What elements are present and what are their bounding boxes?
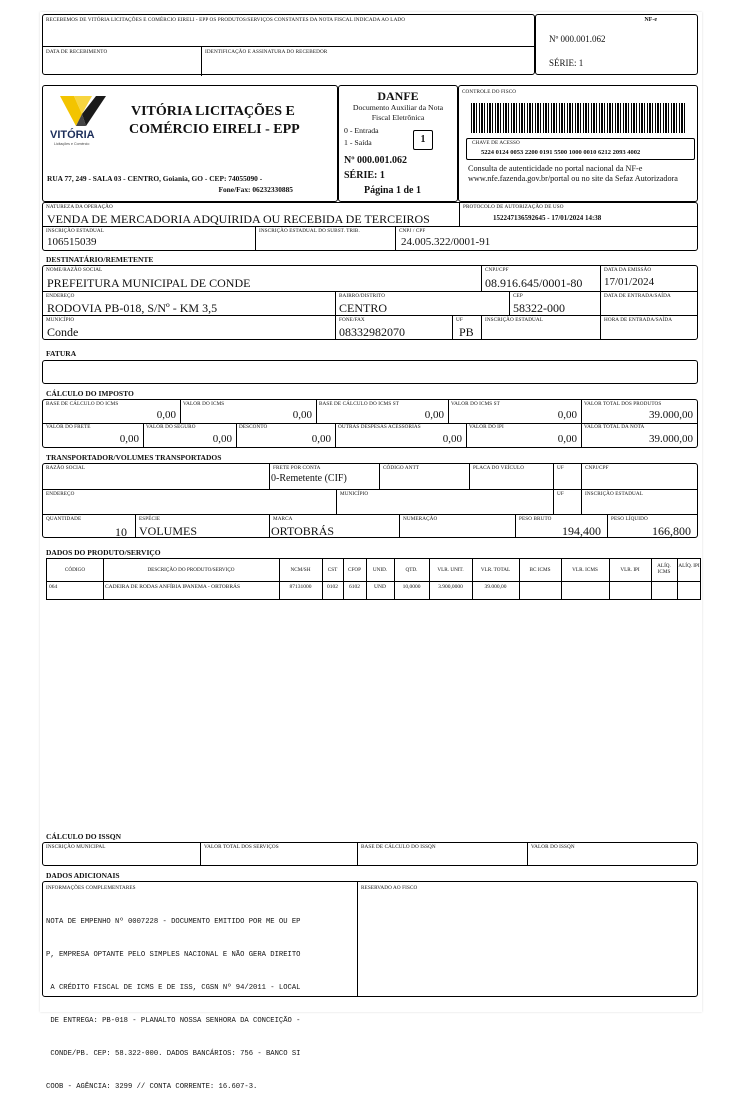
recipient-cnpj-label: CNPJ/CPF <box>485 267 509 273</box>
other-expenses-value: 0,00 <box>442 433 462 445</box>
icms-st-value: 0,00 <box>557 409 577 421</box>
invoice-total-label: VALOR TOTAL DA NOTA <box>584 424 645 430</box>
quantity-value: 10 <box>115 525 127 539</box>
emitter-box <box>42 85 338 202</box>
info-line: NOTA DE EMPENHO Nº 0007228 - DOCUMENTO EMITIDO POR ME OU EP <box>46 918 301 926</box>
tax-box <box>42 399 698 448</box>
logo-mark-icon <box>48 92 108 130</box>
issqn-base-label: BASE DE CÁLCULO DO ISSQN <box>361 844 436 850</box>
services-total-label: VALOR TOTAL DOS SERVIÇOS <box>204 844 279 850</box>
danfe-page: Página 1 de 1 <box>364 185 421 196</box>
additional-section: DADOS ADICIONAIS <box>46 871 120 880</box>
col-icms-value: VLR. ICMS <box>572 567 598 573</box>
net-weight-label: PESO LÍQUIDO <box>611 516 648 522</box>
col-ipi-rate: ALÍQ. IPI <box>678 563 700 569</box>
col-total-value: VLR. TOTAL <box>480 567 511 573</box>
icms-value-label: VALOR DO ICMS <box>183 401 225 407</box>
consult-text: Consulta de autenticidade no portal nacional da NF-e www.nfe.fazenda.gov.br/portal ou no site da Sefaz Autorizadora <box>468 164 678 183</box>
cell-description: CADEIRA DE RODAS ANFÍBIA IPANEMA - ORTOBRÁS <box>105 584 241 590</box>
col-unit: UNID. <box>372 567 388 573</box>
recipient-cep: 58322-000 <box>513 301 565 315</box>
complementary-info-label: INFORMAÇÕES COMPLEMENTARES <box>46 885 136 891</box>
discount-label: DESCONTO <box>239 424 268 430</box>
access-key: 5224 0124 0053 2200 0191 5500 1000 0010 6212 2093 4002 <box>481 149 641 156</box>
recipient-ie-label: INSCRIÇÃO ESTADUAL <box>485 317 544 323</box>
access-key-box <box>466 138 695 160</box>
products-total-label: VALOR TOTAL DOS PRODUTOS <box>584 401 662 407</box>
plate-label: PLACA DO VEÍCULO <box>473 465 525 471</box>
transport-box <box>42 463 698 538</box>
control-label: CONTROLE DO FISCO <box>462 89 517 95</box>
recipient-address: RODOVIA PB-018, S/Nº - KM 3,5 <box>47 301 218 315</box>
carrier-city-label: MUNICÍPIO <box>340 491 369 497</box>
logo-text: VITÓRIA <box>50 129 95 141</box>
signature-label: IDENTIFICAÇÃO E ASSINATURA DO RECEBEDOR <box>205 49 328 55</box>
canhoto-number: Nº 000.001.062 <box>549 34 606 44</box>
danfe-box <box>338 85 458 202</box>
gross-weight-label: PESO BRUTO <box>519 516 552 522</box>
fatura-section: FATURA <box>46 349 77 358</box>
issqn-value-label: VALOR DO ISSQN <box>531 844 575 850</box>
inout-time-label: HORA DE ENTRADA/SAÍDA <box>604 317 673 323</box>
district-label: BAIRRO/DISTRITO <box>339 293 386 299</box>
address-label: ENDEREÇO <box>46 293 75 299</box>
icms-value: 0,00 <box>292 409 312 421</box>
col-code: CÓDIGO <box>64 567 86 573</box>
cell-unit-value: 3.900,0000 <box>438 584 463 590</box>
protocol-label: PROTOCOLO DE AUTORIZAÇÃO DE USO <box>463 204 564 210</box>
logo <box>48 92 108 150</box>
danfe-number: Nº 000.001.062 <box>344 155 408 166</box>
recipient-district: CENTRO <box>339 301 387 315</box>
danfe-subtitle-2: Fiscal Eletrônica <box>371 113 425 122</box>
icms-st-base-value: 0,00 <box>424 409 444 421</box>
net-weight-value: 166,800 <box>652 524 691 538</box>
carrier-uf-label: UF <box>557 465 564 471</box>
gross-weight-value: 194,400 <box>562 524 601 538</box>
col-ncm: NCM/SH <box>290 567 311 573</box>
fisco-box <box>458 85 698 202</box>
canhoto-series: SÉRIE: 1 <box>549 58 584 68</box>
antt-label: CÓDIGO ANTT <box>383 465 420 471</box>
uf-label: UF <box>456 317 463 323</box>
ipi-value: 0,00 <box>557 433 577 445</box>
products-section: DADOS DO PRODUTO/SERVIÇO <box>46 548 161 557</box>
info-line: COOB - AGÊNCIA: 3299 // CONTA CORRENTE: 16.607-3. <box>46 1083 258 1091</box>
tax-section: CÁLCULO DO IMPOSTO <box>46 389 134 398</box>
logo-subtext: Licitações e Comércio <box>54 142 90 146</box>
freight-value: 0,00 <box>119 433 139 445</box>
recipient-city: Conde <box>47 325 79 339</box>
transport-section: TRANSPORTADOR/VOLUMES TRANSPORTADOS <box>46 453 222 462</box>
nature-label: NATUREZA DA OPERAÇÃO <box>46 204 113 210</box>
recipient-box <box>42 265 698 340</box>
col-cst: CST <box>327 567 338 573</box>
insurance-label: VALOR DO SEGURO <box>146 424 196 430</box>
phone-label: FONE/FAX <box>339 317 365 323</box>
numbering-label: NUMERAÇÃO <box>403 516 438 522</box>
col-description: DESCRIÇÃO DO PRODUTO/SERVIÇO <box>147 567 235 573</box>
icms-base-value: 0,00 <box>156 409 176 421</box>
ie-st-label: INSCRIÇÃO ESTADUAL DO SUBST. TRIB. <box>259 228 360 234</box>
fatura-box <box>42 360 698 384</box>
other-expenses-label: OUTRAS DESPESAS ACESSÓRIAS <box>338 424 421 430</box>
info-line: DE ENTREGA: PB-018 - PLANALTO NOSSA SENHORA DA CONCEIÇÃO - <box>46 1017 301 1025</box>
carrier-address-label: ENDEREÇO <box>46 491 75 497</box>
cep-label: CEP <box>513 293 523 299</box>
saida-label: 1 - Saída <box>344 138 372 147</box>
nature-value: VENDA DE MERCADORIA ADQUIRIDA OU RECEBIDA DE TERCEIROS <box>47 212 430 226</box>
quantity-label: QUANTIDADE <box>46 516 82 522</box>
additional-box <box>42 881 698 1091</box>
recipient-name-label: NOME/RAZÃO SOCIAL <box>46 267 103 273</box>
ipi-label: VALOR DO IPI <box>469 424 504 430</box>
city-label: MUNICÍPIO <box>46 317 75 323</box>
complementary-info <box>46 895 300 1115</box>
canhoto-receipt-text: RECEBEMOS DE VITÓRIA LICITAÇÕES E COMÉRCIO EIRELI - EPP OS PRODUTOS/SERVIÇOS CONSTANTES DA NOTA FISCAL INDICADA AO LADO <box>46 17 406 23</box>
col-ipi-value: VLR. IPI <box>620 567 640 573</box>
carrier-cnpj-label: CNPJ/CPF <box>585 465 609 471</box>
emitter-name-2: COMÉRCIO EIRELI - EPP <box>129 122 300 137</box>
species-value: VOLUMES <box>139 524 198 538</box>
freight-by-label: FRETE POR CONTA <box>273 465 321 471</box>
col-cfop: CFOP <box>348 567 361 573</box>
cnpj-label: CNPJ / CPF <box>399 228 426 234</box>
emitter-name-1: VITÓRIA LICITAÇÕES E <box>131 104 295 119</box>
carrier-ie-label: INSCRIÇÃO ESTADUAL <box>585 491 644 497</box>
products-total-value: 39.000,00 <box>649 409 693 421</box>
carrier-name-label: RAZÃO SOCIAL <box>46 465 86 471</box>
issqn-box <box>42 842 698 866</box>
info-line: CONDE/PB. CEP: 58.322-000. DADOS BANCÁRIOS: 756 - BANCO SI <box>46 1050 301 1058</box>
cell-cfop: 6102 <box>349 584 360 590</box>
recipient-uf: PB <box>459 325 474 339</box>
entrada-label: 0 - Entrada <box>344 126 379 135</box>
emitter-address: RUA 77, 249 - SALA 03 - CENTRO, Goiania, GO - CEP: 74055090 - <box>47 174 263 183</box>
access-key-label: CHAVE DE ACESSO <box>472 140 520 146</box>
cell-unit: UND <box>374 584 386 590</box>
recipient-cnpj: 08.916.645/0001-80 <box>485 276 583 290</box>
freight-label: VALOR DO FRETE <box>46 424 91 430</box>
canhoto-nfe <box>535 14 698 75</box>
canhoto <box>42 14 535 75</box>
canhoto-nfe-label: NF-e <box>644 17 657 23</box>
info-line: P, EMPRESA OPTANTE PELO SIMPLES NACIONAL E NÃO GERA DIREITO <box>46 951 301 959</box>
icms-st-base-label: BASE DE CÁLCULO DO ICMS ST <box>319 401 399 407</box>
carrier-uf2-label: UF <box>557 491 564 497</box>
emission-date: 17/01/2024 <box>604 276 655 288</box>
discount-value: 0,00 <box>311 433 331 445</box>
reserved-fisco-label: RESERVADO AO FISCO <box>361 885 418 891</box>
recipient-name: PREFEITURA MUNICIPAL DE CONDE <box>47 276 251 290</box>
insurance-value: 0,00 <box>212 433 232 445</box>
col-bc-icms: BC ICMS <box>529 567 551 573</box>
icms-st-value-label: VALOR DO ICMS ST <box>451 401 500 407</box>
municipal-registration-label: INSCRIÇÃO MUNICIPAL <box>46 844 106 850</box>
issqn-section: CÁLCULO DO ISSQN <box>46 832 122 841</box>
inout-date-label: DATA DE ENTRADA/SAÍDA <box>604 293 671 299</box>
operation-type-box: 1 <box>413 130 433 150</box>
species-label: ESPÉCIE <box>139 516 161 522</box>
invoice-total-value: 39.000,00 <box>649 433 693 445</box>
danfe-series: SÉRIE: 1 <box>344 170 385 181</box>
barcode <box>471 103 687 133</box>
cell-total-value: 39.000,00 <box>484 584 507 590</box>
danfe-subtitle-1: Documento Auxiliar da Nota <box>352 103 444 112</box>
col-icms-rate: ALÍQ. ICMS <box>657 563 671 575</box>
recipient-section: DESTINATÁRIO/REMETENTE <box>46 255 154 264</box>
col-unit-value: VLR. UNIT. <box>437 567 464 573</box>
products-table <box>46 558 701 600</box>
info-line: A CRÉDITO FISCAL DE ICMS E DE ISS, CGSN Nº 94/2011 - LOCAL <box>46 984 301 992</box>
freight-by-value: 0-Remetente (CIF) <box>271 473 347 484</box>
danfe-title: DANFE <box>377 89 419 103</box>
col-qty: QTD. <box>405 567 418 573</box>
cell-cst: 0102 <box>327 584 338 590</box>
brand-value: ORTOBRÁS <box>271 524 335 538</box>
operation-box <box>42 202 698 251</box>
brand-label: MARCA <box>273 516 293 522</box>
cell-code: 064 <box>49 584 58 590</box>
danfe-sheet <box>40 12 702 1091</box>
cell-qty: 10,0000 <box>402 584 421 590</box>
recipient-phone: 08332982070 <box>339 325 405 339</box>
date-received-label: DATA DE RECEBIMENTO <box>46 49 108 55</box>
ie-label: INSCRIÇÃO ESTADUAL <box>46 228 105 234</box>
protocol-value: 152247136592645 - 17/01/2024 14:38 <box>493 214 602 222</box>
emitter-phone: Fone/Fax: 06232330885 <box>218 185 293 194</box>
ie-value: 106515039 <box>47 236 97 248</box>
emission-label: DATA DA EMISSÃO <box>604 267 652 273</box>
cell-ncm: 87131000 <box>289 584 312 590</box>
cnpj-value: 24.005.322/0001-91 <box>401 236 491 248</box>
icms-base-label: BASE DE CÁLCULO DO ICMS <box>46 401 119 407</box>
